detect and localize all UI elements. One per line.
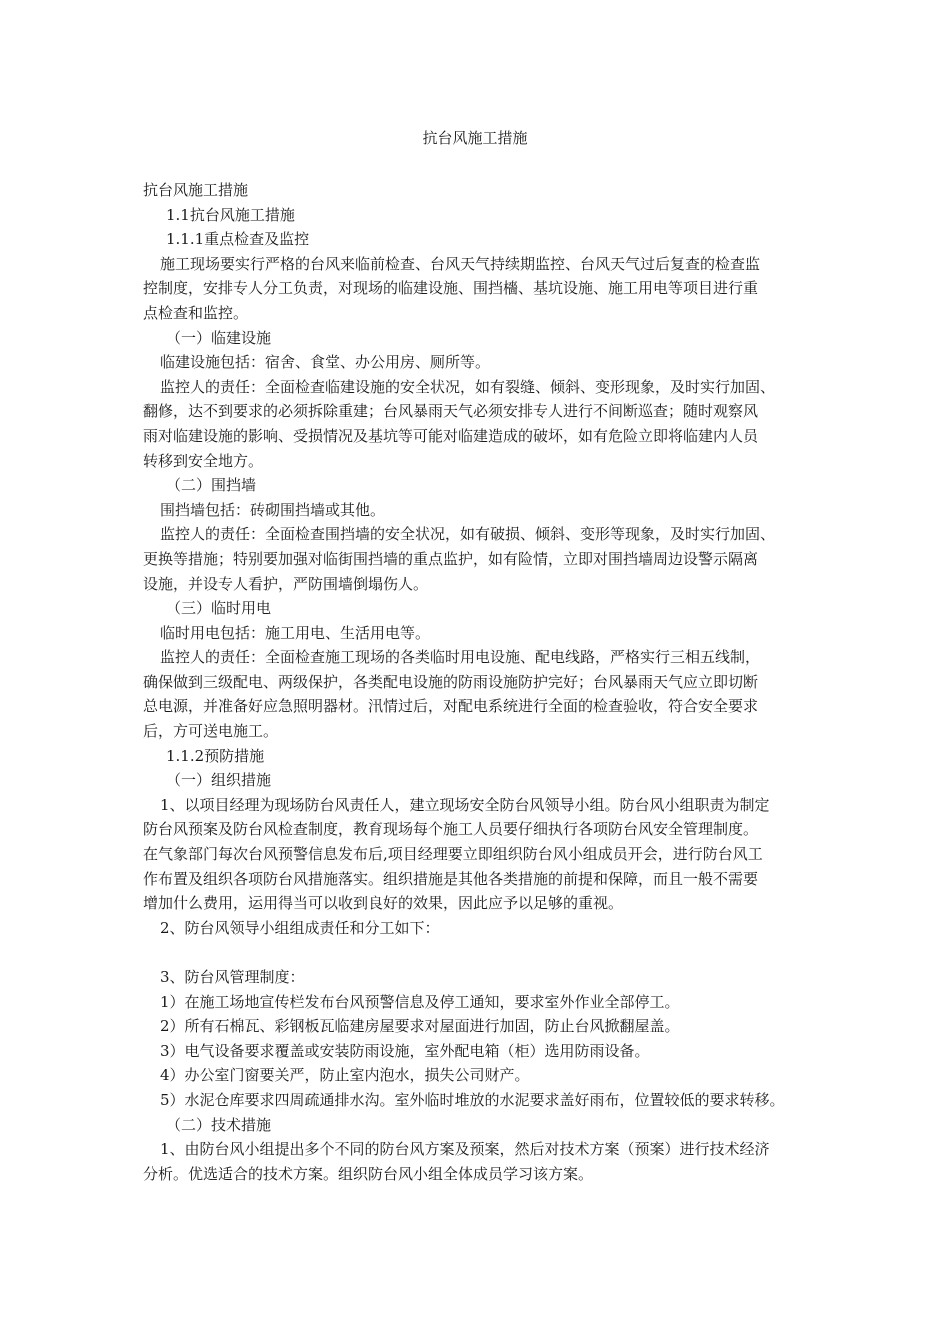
text-line: 翻修，达不到要求的必须拆除重建；台风暴雨天气必须安排专人进行不间断巡查；随时观察风 xyxy=(143,402,759,421)
text-line: 1、以项目经理为现场防台风责任人，建立现场安全防台风领导小组。防台风小组职责为制定 xyxy=(160,795,770,814)
blank-line xyxy=(143,940,833,965)
text-line: 监控人的责任：全面检查施工现场的各类临时用电设施、配电线路，严格实行三相五线制， xyxy=(160,648,761,667)
text-line: 抗台风施工措施 xyxy=(143,181,249,199)
text-line: 4）办公室门窗要关严，防止室内泡水，损失公司财产。 xyxy=(160,1066,530,1085)
text-line: （二）技术措施 xyxy=(166,1115,272,1134)
text-line: 监控人的责任：全面检查围挡墙的安全状况，如有破损、倾斜、变形等现象，及时实行加固、 xyxy=(160,525,776,544)
text-line: 临时用电包括：施工用电、生活用电等。 xyxy=(160,623,431,642)
document-body xyxy=(143,178,833,1186)
text-line: 分析。优选适合的技术方案。组织防台风小组全体成员学习该方案。 xyxy=(143,1164,594,1183)
text-line: 点检查和监控。 xyxy=(143,303,249,322)
text-line: 转移到安全地方。 xyxy=(143,451,264,470)
text-line: （一）临建设施 xyxy=(166,328,272,347)
text-line: 总电源，并准备好应急照明器材。汛情过后，对配电系统进行全面的检查验收，符合安全要求 xyxy=(143,697,759,716)
text-line: 施工现场要实行严格的台风来临前检查、台风天气持续期监控、台风天气过后复查的检查监 xyxy=(160,254,761,273)
document-title: 抗台风施工措施 xyxy=(422,129,528,147)
text-line: 监控人的责任：全面检查临建设施的安全状况，如有裂缝、倾斜、变形现象，及时实行加固、 xyxy=(160,377,776,396)
text-line: 控制度，安排专人分工负责，对现场的临建设施、围挡檣、基坑设施、施工用电等项目进行重 xyxy=(143,279,759,298)
text-line: （二）围挡墙 xyxy=(166,476,257,495)
text-line: 1.1.2预防措施 xyxy=(166,746,265,765)
text-line: 5）水泥仓库要求四周疏通排水沟。室外临时堆放的水泥要求盖好雨布，位置较低的要求转移。 xyxy=(160,1090,785,1109)
text-line: 后，方可送电施工。 xyxy=(143,722,279,741)
text-line: （一）组织措施 xyxy=(166,771,272,790)
text-line: 防台风预案及防台风检查制度，教育现场每个施工人员要仔细执行各项防台风安全管理制度。 xyxy=(143,820,759,839)
text-line: 1、由防台风小组提出多个不同的防台风方案及预案，然后对技术方案（预案）进行技术经济 xyxy=(160,1140,770,1159)
text-line: 确保做到三级配电、两级保护，各类配电设施的防雨设施防护完好；台风暴雨天气应立即切断 xyxy=(143,672,759,691)
text-line: 在气象部门每次台风预警信息发布后,项目经理要立即组织防台风小组成员开会，进行防台风工 xyxy=(143,845,763,864)
text-line: 3）电气设备要求覆盖或安装防雨设施，室外配电箱（柜）选用防雨设备。 xyxy=(160,1041,650,1060)
text-line: 临建设施包括：宿舍、食堂、办公用房、厕所等。 xyxy=(160,353,491,372)
text-line: 1.1.1重点检查及监控 xyxy=(166,230,310,249)
text-line: 2、防台风领导小组组成责任和分工如下： xyxy=(160,918,440,937)
text-line: 雨对临建设施的影响、受损情况及基坑等可能对临建造成的破坏，如有危险立即将临建内人员 xyxy=(143,426,759,445)
text-line: 增加什么费用，运用得当可以收到良好的效果，因此应予以足够的重视。 xyxy=(143,894,624,913)
text-line: 1.1抗台风施工措施 xyxy=(166,205,295,224)
text-line: 2）所有石棉瓦、彩钢板瓦临建房屋要求对屋面进行加固，防止台风掀翻屋盖。 xyxy=(160,1017,680,1036)
text-line: 围挡墙包括：砖砌围挡墙或其他。 xyxy=(160,500,386,519)
text-line: 1）在施工场地宣传栏发布台风预警信息及停工通知，要求室外作业全部停工。 xyxy=(160,992,680,1011)
text-line: 作布置及组织各项防台风措施落实。组织措施是其他各类措施的前提和保障，而且一般不需要 xyxy=(143,869,759,888)
text-line: 更换等措施；特别要加强对临街围挡墙的重点监护，如有险情，立即对围挡墙周边设警示隔离 xyxy=(143,549,759,568)
text-line: 3、防台风管理制度： xyxy=(160,968,305,986)
text-line: 设施，并设专人看护，严防围墙倒塌伤人。 xyxy=(143,574,429,593)
text-line: （三）临时用电 xyxy=(166,599,272,618)
